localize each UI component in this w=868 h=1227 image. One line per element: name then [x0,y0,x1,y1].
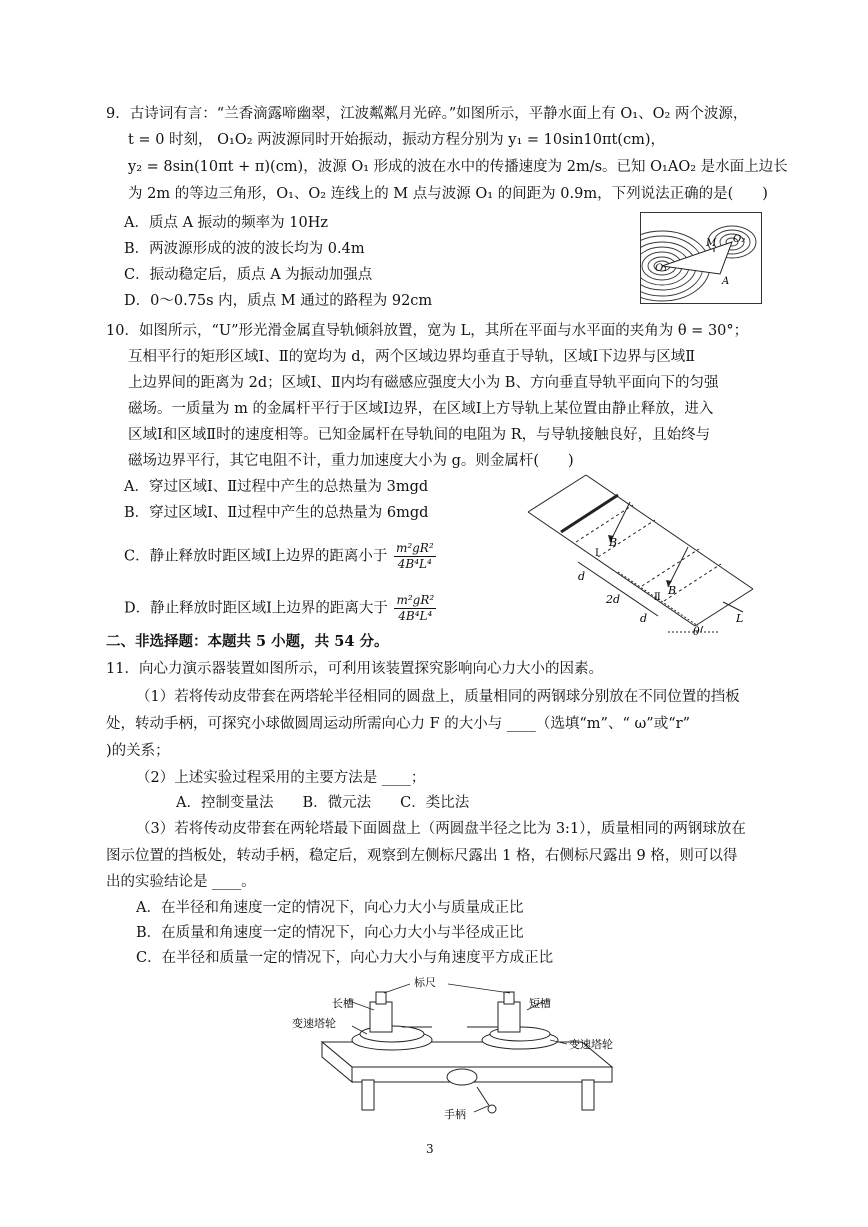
label-region-ii: Ⅱ [654,592,661,603]
q9-option-a: A．质点 A 振动的频率为 10Hz [124,215,329,231]
label-2d: 2d [606,593,621,606]
q9-option-c: C．振动稳定后，质点 A 为振动加强点 [124,267,373,283]
fraction-denominator: 4B⁴L⁴ [398,609,433,623]
label-long-slot: 长槽 [332,997,354,1010]
q10-option-c-text: C．静止释放时距区域Ⅰ上边界的距离小于 [124,548,388,565]
q9-wave-figure [640,212,762,304]
q11-option-b: B．在质量和角速度一定的情况下，向心力大小与半径成正比 [136,925,524,941]
q10-option-c-fraction [394,541,436,572]
q10-option-c [124,541,436,572]
label-a: A [722,276,730,287]
q11-part1-line-2: 处，转动手柄，可探究小球做圆周运动所需向心力 F 的大小与 ____（选填“m”、“ ω”或“r” [106,716,690,732]
label-d-bottom: d [640,612,648,625]
q11-option-c: C．在半径和质量一定的情况下，向心力大小与角速度平方成正比 [136,950,554,966]
q11-part2-options: A．控制变量法 B．微元法 C．类比法 [176,795,470,811]
label-theta: θ [693,625,700,638]
q10-line-6: 磁场边界平行，其它电阻不计，重力加速度大小为 g。则金属杆( ) [128,453,574,469]
label-m: M [706,238,717,249]
fraction-numerator: m²gR² [396,593,435,607]
q10-line-2: 互相平行的矩形区域Ⅰ、Ⅱ的宽均为 d，两个区域边界均垂直于导轨，区域Ⅰ下边界与区域Ⅱ [128,349,696,365]
label-d-top: d [578,570,586,583]
label-b1: B [609,536,618,549]
fraction-numerator: m²gR² [395,541,434,555]
q11-part3-line-3: 出的实验结论是 ____。 [106,874,256,890]
q9-option-d: D．0～0.75s 内，质点 M 通过的路程为 92cm [124,293,433,309]
q11-part2: （2）上述实验过程采用的主要方法是 ____； [136,770,426,786]
label-tower-left: 变速塔轮 [292,1017,336,1030]
q10-line-4: 磁场。一质量为 m 的金属杆平行于区域Ⅰ边界，在区域Ⅰ上方导轨上某位置由静止释放，进入 [128,401,714,417]
q10-option-d-fraction [394,593,436,624]
label-o2: O₂ [733,234,746,245]
q10-option-a: A．穿过区域Ⅰ、Ⅱ过程中产生的总热量为 3mgd [124,479,429,495]
q9-option-b: B．两波源形成的波的波长均为 0.4m [124,241,365,257]
q10-line-3: 上边界间的距离为 2d；区域Ⅰ、Ⅱ内均有磁感应强度大小为 B、方向垂直导轨平面向下的匀强 [128,375,719,391]
q10-option-d-text: D．静止释放时距区域Ⅰ上边界的距离大于 [124,600,388,617]
fraction-denominator: 4B⁴L⁴ [397,557,432,571]
page-number: 3 [426,1142,434,1156]
q9-line-4: 为 2m 的等边三角形，O₁、O₂ 连线上的 M 点与波源 O₁ 的间距为 0.9m，下列说法正确的是( ) [128,186,768,202]
q11-option-a: A．在半径和角速度一定的情况下，向心力大小与质量成正比 [136,900,524,916]
q11-part1-line-3: )的关系； [106,743,170,759]
label-scale: 标尺 [414,976,436,989]
q10-option-b: B．穿过区域Ⅰ、Ⅱ过程中产生的总热量为 6mgd [124,505,429,521]
q11-apparatus-figure [282,972,642,1124]
label-short-slot: 短槽 [529,997,551,1010]
q9-line-1: 9．古诗词有言：“兰香滴露啼幽翠，江波粼粼月光碎。”如图所示，平静水面上有 O₁、O₂ 两个波源， [106,106,748,122]
label-b2: B [668,584,677,597]
q10-line-1: 10．如图所示，“U”形光滑金属直导轨倾斜放置，宽为 L，其所在平面与水平面的夹角为 θ = 30°； [106,323,749,339]
label-handle: 手柄 [444,1108,466,1121]
q9-line-2: t = 0 时刻， O₁O₂ 两波源同时开始振动，振动方程分别为 y₁ = 10sin10πt(cm)， [128,132,665,148]
q11-part3-line-2: 图示位置的挡板处，转动手柄，稳定后，观察到左侧标尺露出 1 格，右侧标尺露出 9 格，则可以得 [106,848,738,864]
q11-line-1: 11．向心力演示器装置如图所示，可利用该装置探究影响向心力大小的因素。 [106,661,603,677]
section-2-heading: 二、非选择题：本题共 5 小题，共 54 分。 [106,633,389,650]
label-l: L [736,612,744,625]
label-region-i: Ⅰ [595,548,599,559]
q10-rail-figure [518,472,758,642]
label-o1: O₁ [655,263,668,274]
q11-part3-line-1: （3）若将传动皮带套在两轮塔最下面圆盘上（两圆盘半径之比为 3:1），质量相同的两钢球放在 [136,821,746,837]
label-tower-right: 变速塔轮 [569,1038,613,1051]
q10-line-5: 区域Ⅰ和区域Ⅱ时的速度相等。已知金属杆在导轨间的电阻为 R，与导轨接触良好，且始终与 [128,427,711,443]
q10-option-d [124,593,436,624]
q11-part1-line-1: （1）若将传动皮带套在两塔轮半径相同的圆盘上，质量相同的两钢球分别放在不同位置的挡板 [136,689,740,705]
q9-line-3: y₂ = 8sin(10πt + π)(cm)，波源 O₁ 形成的波在水中的传播速度为 2m/s。已知 O₁AO₂ 是水面上边长 [128,159,788,175]
